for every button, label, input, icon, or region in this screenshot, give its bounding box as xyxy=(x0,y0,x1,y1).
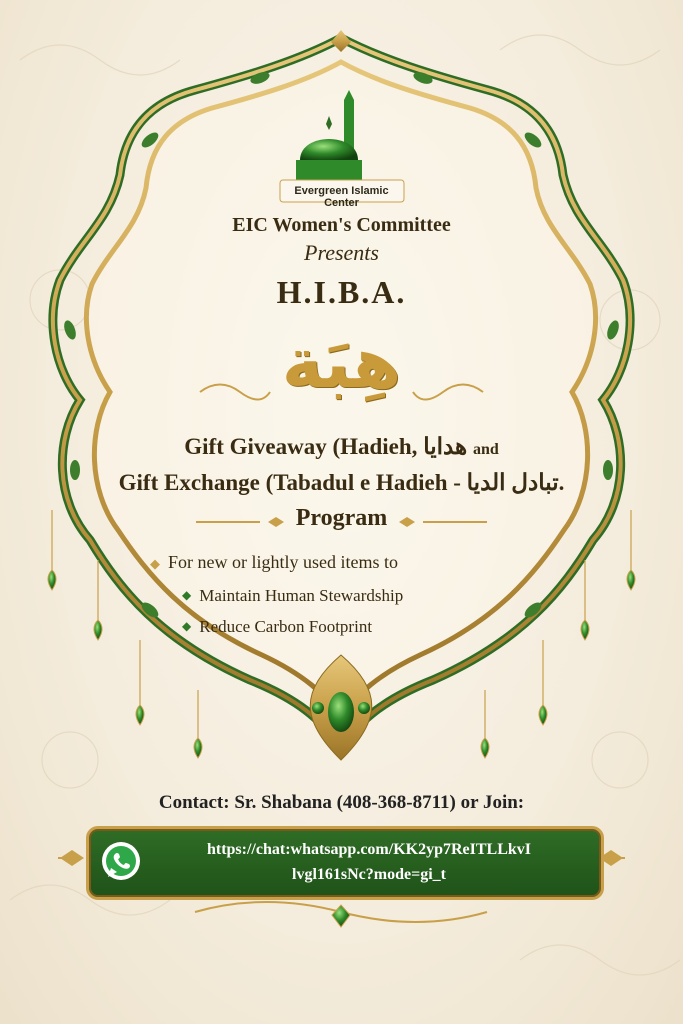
giveaway-line xyxy=(0,434,683,460)
committee-title: EIC Women's Committee xyxy=(232,214,451,236)
presents-label: Presents xyxy=(304,240,379,265)
exchange-line xyxy=(0,470,683,496)
exchange-text: Gift Exchange (Tabadul e Hadieh - xyxy=(118,470,461,495)
purpose-intro xyxy=(150,552,550,573)
bullet-icon: ◆ xyxy=(182,619,192,633)
exchange-arabic: تبادل الديا. xyxy=(466,470,565,495)
program-label: Program xyxy=(295,505,388,531)
purpose-intro-text: For new or lightly used items to xyxy=(168,552,398,572)
bullet-icon: ◆ xyxy=(182,588,192,602)
bullet-text: Reduce Carbon Footprint xyxy=(199,617,373,636)
and-word: and xyxy=(472,441,499,458)
org-name: Evergreen Islamic Center xyxy=(294,185,389,209)
whatsapp-link[interactable] xyxy=(149,837,589,887)
list-item xyxy=(182,586,542,606)
acronym-title: H.I.B.A. xyxy=(276,274,407,310)
bullet-text: Maintain Human Stewardship xyxy=(199,586,404,605)
whatsapp-link-box[interactable] xyxy=(86,826,604,900)
contact-line: Contact: Sr. Shabana (408-368-8711) or Join: xyxy=(158,792,525,813)
diamond-icon: ◆ xyxy=(150,556,160,571)
link-line-1[interactable]: https://chat:whatsapp.com/KK2yp7ReITLLkvI xyxy=(206,841,532,858)
emerald-pendant-icon xyxy=(328,692,354,732)
arabic-title: هِبَة xyxy=(281,322,402,404)
giveaway-text: Gift Giveaway (Hadieh, هدايا xyxy=(184,434,468,459)
whatsapp-icon[interactable] xyxy=(99,839,143,883)
list-item xyxy=(182,617,542,637)
link-line-2[interactable]: lvgl161sNc?mode=gi_t xyxy=(292,866,446,883)
